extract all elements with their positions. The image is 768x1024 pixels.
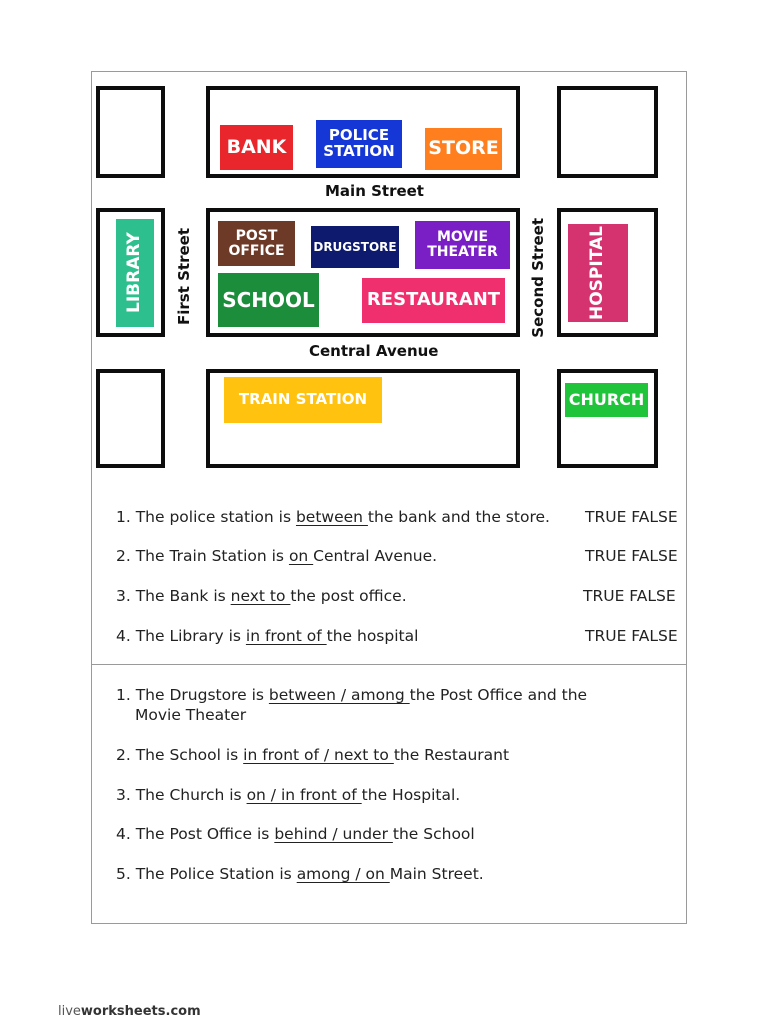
church-building: CHURCH <box>565 383 648 417</box>
tf-answer-2: on <box>288 547 314 565</box>
choice-question-2: 2. The School is in front of / next to the Restaurant <box>116 746 510 764</box>
drugstore-building: DRUGSTORE <box>311 226 399 268</box>
restaurant-building: RESTAURANT <box>362 278 505 323</box>
tf-answer-3: next to <box>230 587 291 605</box>
school-building: SCHOOL <box>218 273 319 327</box>
choice-question-3: 3. The Church is on / in front of the Hospital. <box>116 786 461 804</box>
movie-theater-building: MOVIE THEATER <box>415 221 510 269</box>
liveworksheets-footer[interactable]: liveworksheets.com <box>58 1004 201 1019</box>
tf-question-4: 4. The Library is in front of the hospital <box>116 627 419 645</box>
map-block <box>96 369 165 468</box>
first-street-label: First Street <box>175 228 193 325</box>
tf-options-2[interactable]: TRUE FALSE <box>585 547 678 565</box>
tf-question-1: 1. The police station is between the bank and the store. <box>116 508 550 526</box>
tf-answer-4: in front of <box>245 627 327 645</box>
choice-answer-1[interactable]: between / among <box>268 686 410 704</box>
tf-options-1[interactable]: TRUE FALSE <box>585 508 678 526</box>
hospital-building: HOSPITAL <box>568 224 628 322</box>
central-avenue-label: Central Avenue <box>309 342 439 360</box>
choice-question-5: 5. The Police Station is among / on Main Street. <box>116 865 484 883</box>
train-station-building: TRAIN STATION <box>224 377 382 423</box>
bank-building: BANK <box>220 125 293 170</box>
choice-answer-3[interactable]: on / in front of <box>246 786 362 804</box>
post-office-building: POST OFFICE <box>218 221 295 266</box>
tf-question-3: 3. The Bank is next to the post office. <box>116 587 407 605</box>
tf-options-3[interactable]: TRUE FALSE <box>583 587 676 605</box>
tf-answer-1: between <box>295 508 368 526</box>
tf-question-2: 2. The Train Station is on Central Avenue. <box>116 547 438 565</box>
choice-question-1: 1. The Drugstore is between / among the Post Office and the <box>116 686 588 704</box>
choice-answer-4[interactable]: behind / under <box>274 825 393 843</box>
tf-options-4[interactable]: TRUE FALSE <box>585 627 678 645</box>
library-building: LIBRARY <box>116 219 154 327</box>
police-station-building: POLICE STATION <box>316 120 402 168</box>
choice-question-4: 4. The Post Office is behind / under the School <box>116 825 475 843</box>
town-map <box>96 86 658 468</box>
choice-question-1-continuation: Movie Theater <box>135 706 247 724</box>
map-block <box>96 86 165 178</box>
store-building: STORE <box>425 128 502 170</box>
second-street-label: Second Street <box>529 218 547 338</box>
main-street-label: Main Street <box>325 182 424 200</box>
choice-answer-5[interactable]: among / on <box>296 865 390 883</box>
section-divider <box>91 664 687 665</box>
map-block <box>557 86 658 178</box>
choice-answer-2[interactable]: in front of / next to <box>243 746 394 764</box>
